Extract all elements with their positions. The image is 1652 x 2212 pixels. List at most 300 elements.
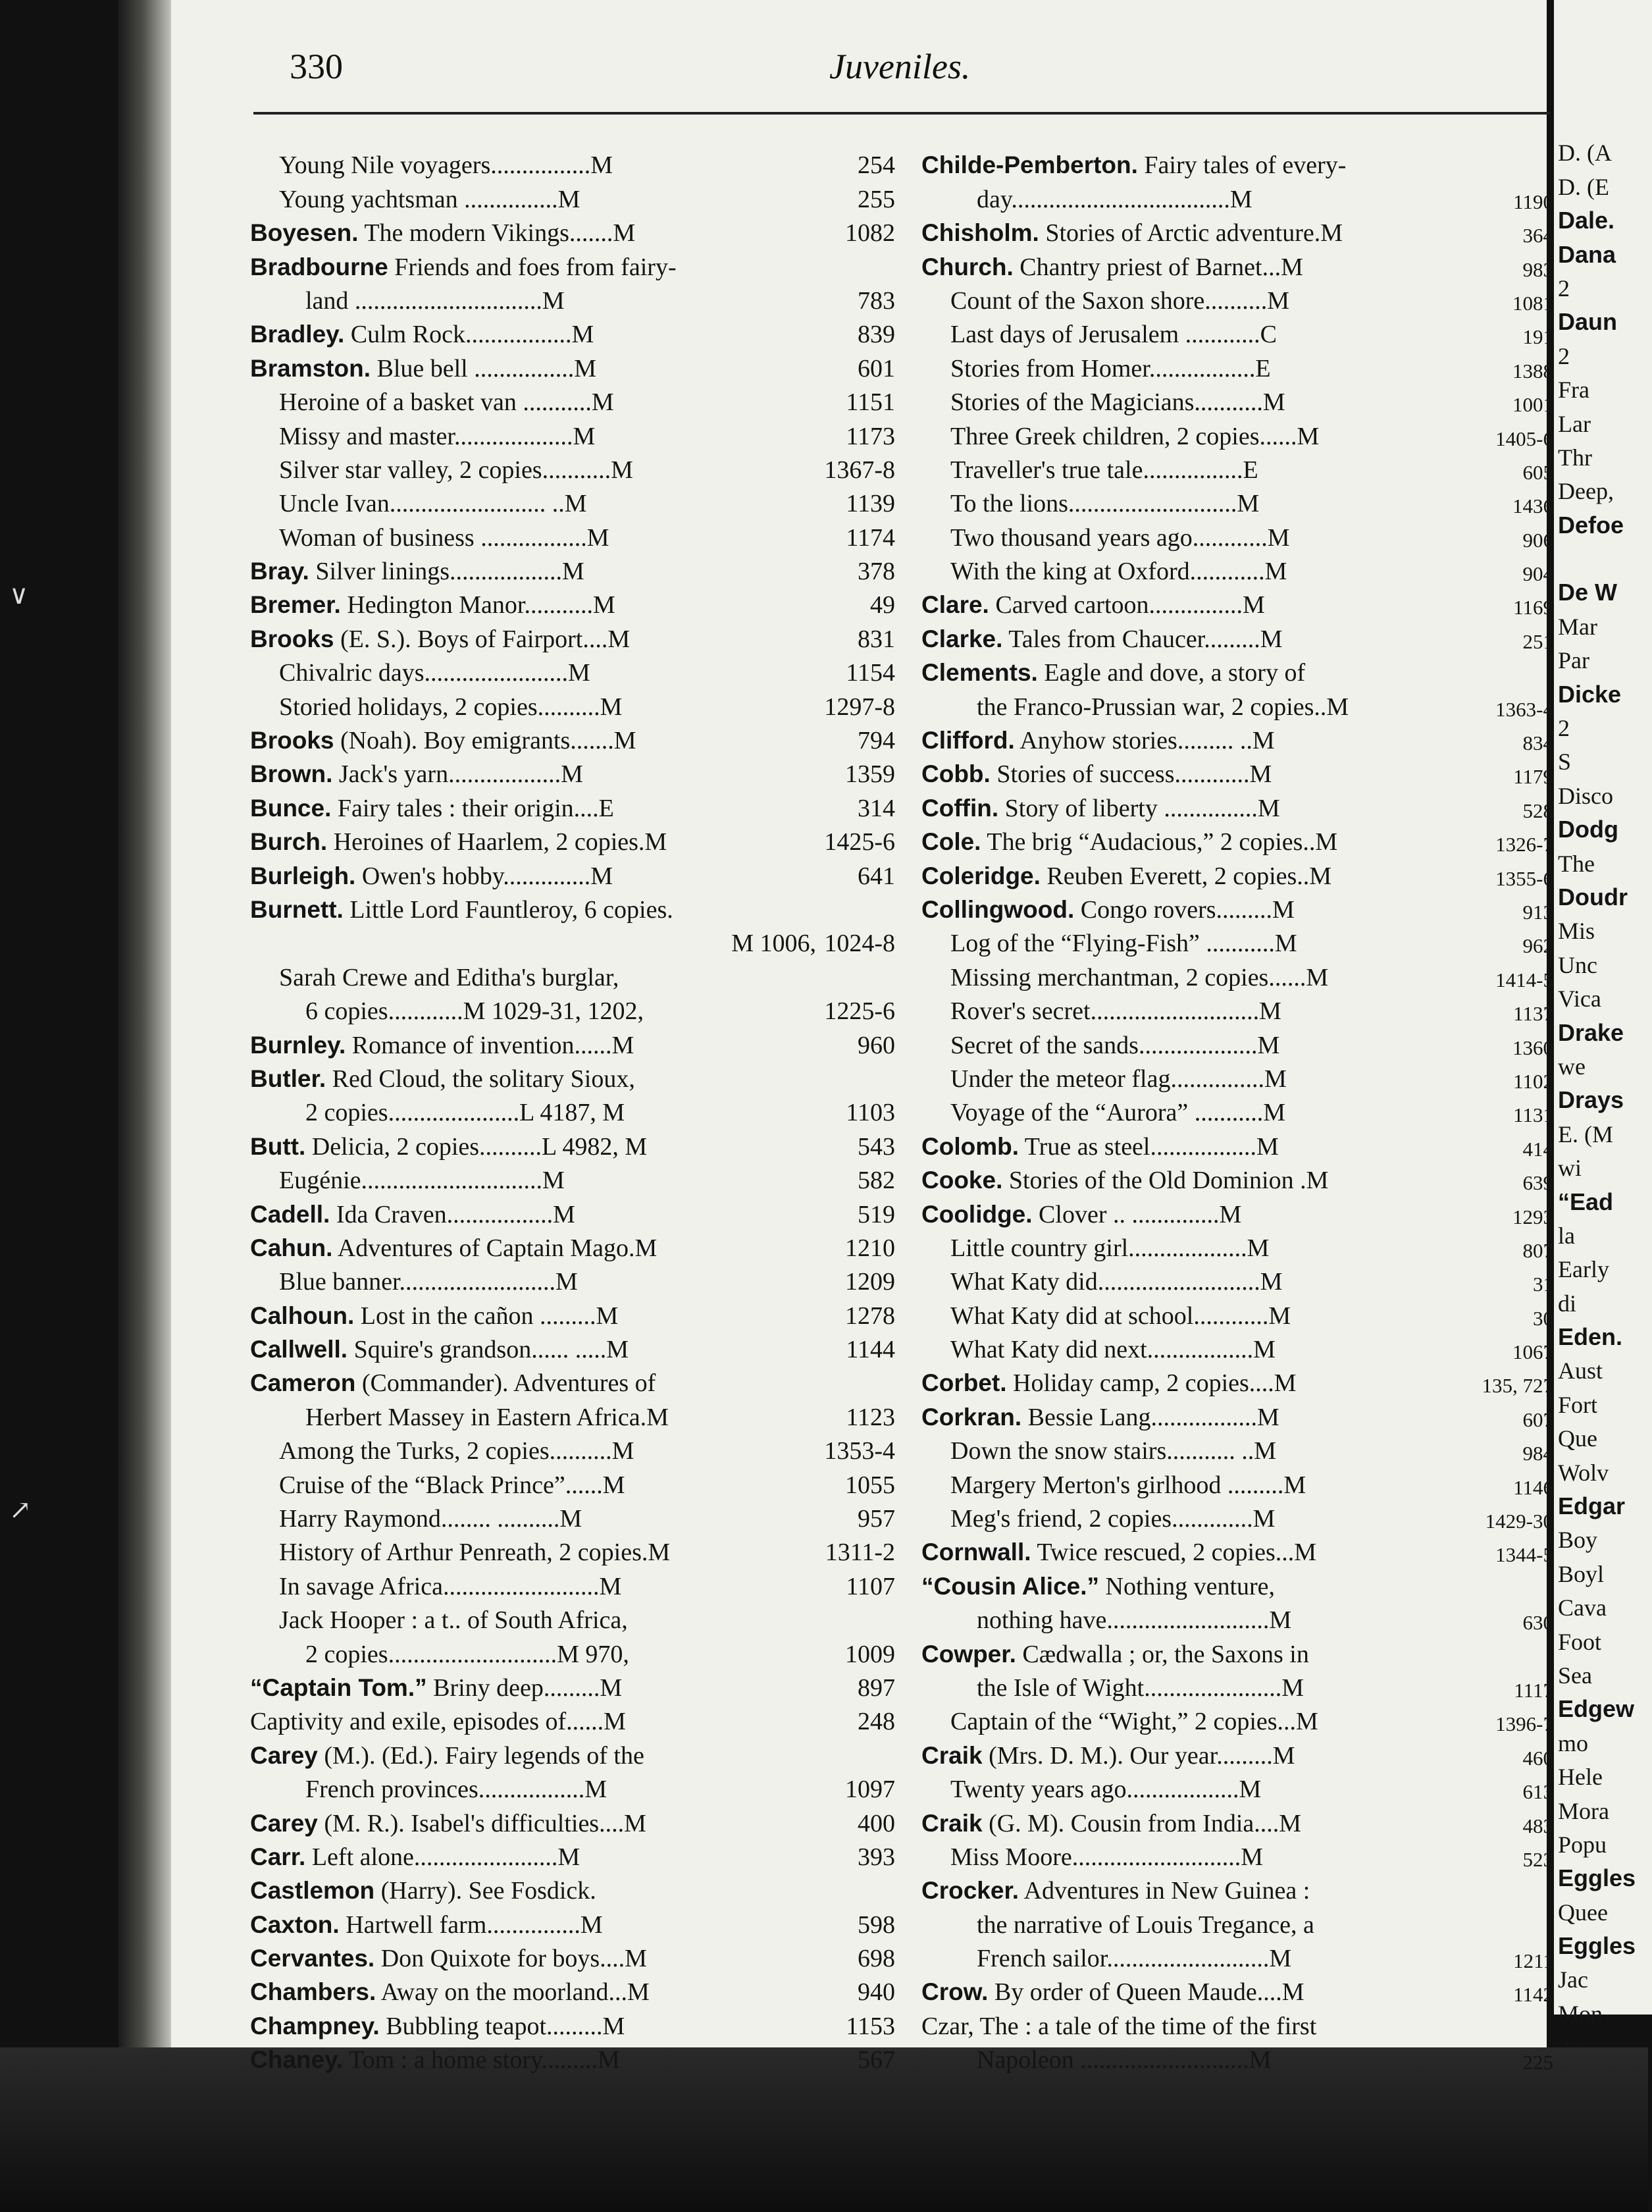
- index-entry: [250, 1398, 895, 1431]
- index-entry: [250, 1093, 895, 1127]
- entry-author: Carey: [250, 1809, 318, 1837]
- entry-title: Two thousand years ago............M: [950, 523, 1290, 552]
- entry-number: 414: [1522, 1137, 1553, 1161]
- entry-number: 834: [1522, 731, 1553, 755]
- entry-text: [279, 658, 816, 687]
- entry-text: [950, 456, 1476, 485]
- entry-title: Young yachtsman ...............M: [279, 185, 581, 213]
- entry-text: [250, 1876, 816, 1905]
- entry-text: [250, 253, 816, 282]
- entry-text: [950, 963, 1476, 992]
- index-entry: [921, 214, 1553, 248]
- index-entry: [921, 687, 1553, 721]
- facing-page-fragment: [1554, 539, 1652, 573]
- entry-text: [279, 422, 816, 451]
- entry-number: 1355-6: [1495, 866, 1553, 890]
- entry-number: 1154: [846, 659, 895, 687]
- entry-text: [250, 794, 816, 823]
- entry-author: Callwell.: [250, 1336, 348, 1363]
- facing-page-fragment: Cava: [1558, 1594, 1607, 1621]
- entry-title: Traveller's true tale................E: [950, 456, 1258, 484]
- entry-text: [921, 726, 1476, 755]
- index-entry: [250, 1229, 895, 1263]
- entry-text: [279, 963, 816, 992]
- index-entry: [921, 1093, 1553, 1127]
- entry-number: 1344-5: [1495, 1543, 1553, 1567]
- entry-title: Uncle Ivan......................... ..M: [279, 490, 587, 518]
- entry-title: day...................................M: [977, 185, 1252, 213]
- index-entry: [921, 958, 1553, 991]
- entry-text: [921, 1809, 1476, 1838]
- entry-author: Clifford.: [921, 727, 1015, 754]
- index-entry: [921, 586, 1553, 619]
- entry-author: Cameron: [250, 1369, 356, 1397]
- entry-title: Congo rovers.........M: [1074, 895, 1295, 924]
- index-entry: [250, 1060, 895, 1093]
- entry-title: Left alone.......................M: [305, 1843, 581, 1871]
- entry-number: 582: [858, 1167, 895, 1195]
- entry-number: 1137: [1513, 1002, 1553, 1026]
- entry-text: [921, 219, 1476, 248]
- entry-text: [250, 1065, 816, 1093]
- entry-text: [950, 523, 1476, 552]
- entry-number: 543: [858, 1132, 895, 1161]
- index-entry: [921, 891, 1553, 924]
- index-entry: [250, 1533, 895, 1567]
- entry-text: [250, 1809, 816, 1838]
- index-entry: [250, 485, 895, 518]
- entry-author: Corbet.: [921, 1369, 1007, 1397]
- facing-page-fragment: Fra: [1558, 377, 1589, 404]
- entry-author: Calhoun.: [250, 1302, 355, 1329]
- entry-text: [950, 1234, 1476, 1263]
- entry-number: 1388: [1512, 359, 1553, 382]
- entry-number: 1297-8: [824, 693, 895, 721]
- entry-number: 1102: [1513, 1069, 1553, 1093]
- entry-number: 601: [858, 354, 895, 382]
- entry-number: 135, 727: [1482, 1374, 1553, 1398]
- entry-number: 1001: [1512, 393, 1553, 417]
- entry-text: [250, 1302, 816, 1330]
- entry-author: Carey: [250, 1741, 318, 1769]
- entry-text: [279, 1538, 816, 1567]
- entry-text: [250, 557, 816, 586]
- index-entry: [921, 180, 1553, 213]
- entry-number: 483: [1522, 1814, 1553, 1837]
- entry-title: Fairy tales : their origin....E: [331, 794, 614, 822]
- entry-title: Nothing venture,: [1099, 1572, 1276, 1600]
- entry-title: Stories of Arctic adventure.M: [1039, 219, 1343, 248]
- entry-title: Ida Craven.................M: [330, 1200, 575, 1228]
- index-entry: [921, 1330, 1553, 1364]
- entry-text: [250, 1741, 816, 1770]
- facing-page-fragment: Deep,: [1558, 478, 1614, 505]
- facing-page-fragment: S: [1558, 749, 1572, 776]
- entry-author: Chisholm.: [921, 219, 1039, 247]
- entry-number: 641: [858, 862, 895, 890]
- entry-number: 1429-30: [1485, 1510, 1553, 1533]
- entry-number: 984: [1522, 1442, 1553, 1465]
- entry-number: 1359: [845, 760, 895, 789]
- index-entry: [250, 687, 895, 721]
- entry-author: Burnett.: [250, 895, 344, 923]
- entry-title: Herbert Massey in Eastern Africa.M: [305, 1403, 669, 1431]
- index-entry: [250, 823, 895, 856]
- facing-page-fragment: Eggles: [1558, 1932, 1636, 1960]
- entry-text: [921, 1166, 1476, 1195]
- entry-title: Cruise of the “Black Prince”......M: [279, 1471, 625, 1499]
- entry-text: [250, 2012, 816, 2041]
- entry-number: 1009: [845, 1640, 895, 1668]
- entry-author: Craik: [921, 1809, 983, 1837]
- entry-number: 400: [858, 1809, 895, 1837]
- facing-page-fragment: Aust: [1558, 1357, 1603, 1384]
- index-entry: [921, 1161, 1553, 1195]
- index-entry: [921, 1567, 1553, 1600]
- index-entry: [250, 1026, 895, 1059]
- index-entry: [250, 1939, 895, 1973]
- entry-text: [250, 2045, 816, 2074]
- facing-page-fragment: Dicke: [1558, 680, 1622, 708]
- index-entry: [250, 856, 895, 890]
- entry-number: 1353-4: [824, 1437, 895, 1465]
- entry-number: 1103: [846, 1099, 895, 1127]
- entry-author: Bremer.: [250, 591, 341, 619]
- index-entry: [921, 789, 1553, 822]
- entry-author: Collingwood.: [921, 895, 1075, 923]
- entry-number: 613: [1522, 1780, 1553, 1804]
- entry-author: “Cousin Alice.”: [921, 1572, 1100, 1600]
- index-entry: [250, 1601, 895, 1635]
- entry-number: 1225-6: [824, 997, 895, 1026]
- entry-author: Carr.: [250, 1843, 306, 1870]
- entry-author: Brooks: [250, 727, 334, 754]
- entry-number: 254: [858, 151, 895, 180]
- facing-page-fragment: Mar: [1558, 613, 1597, 640]
- facing-page-fragment: De W: [1558, 579, 1617, 606]
- index-entry: [250, 654, 895, 687]
- facing-page-fragment: Dodg: [1558, 816, 1618, 843]
- entry-text: [950, 388, 1476, 417]
- entry-text: [250, 1944, 816, 1973]
- entry-number: 913: [1522, 900, 1553, 924]
- entry-title: (Commander). Adventures of: [355, 1369, 656, 1398]
- entry-text: [279, 1572, 816, 1601]
- index-entry: [921, 992, 1553, 1026]
- index-entry: [921, 1635, 1553, 1668]
- entry-text: [250, 895, 816, 924]
- index-entry: [921, 1296, 1553, 1330]
- entry-number: 1210: [845, 1234, 895, 1262]
- entry-title: Briny deep.........M: [426, 1673, 623, 1702]
- entry-number: 1360: [1512, 1036, 1553, 1059]
- index-entry: [250, 1263, 895, 1296]
- entry-text: [250, 828, 816, 856]
- facing-page-fragment: Early: [1558, 1256, 1609, 1283]
- entry-author: Childe-Pemberton.: [921, 151, 1138, 179]
- entry-title: Twenty years ago..................M: [950, 1776, 1262, 1804]
- entry-text: [921, 658, 1476, 687]
- entry-number: 1174: [846, 523, 895, 552]
- entry-number: 962: [1522, 934, 1553, 958]
- entry-number: 1123: [846, 1403, 895, 1431]
- entry-title: Down the snow stairs........... ..M: [950, 1437, 1277, 1465]
- entry-title: M 1006,: [731, 930, 816, 958]
- index-entry: [921, 1500, 1553, 1533]
- facing-page-fragment: Sea: [1558, 1662, 1592, 1689]
- index-entry: [921, 1872, 1553, 1905]
- entry-author: Cadell.: [250, 1200, 330, 1228]
- entry-number: 460: [1522, 1746, 1553, 1770]
- index-entry: [250, 891, 895, 924]
- entry-title: Away on the moorland...M: [376, 1978, 650, 2007]
- entry-text: [950, 1504, 1476, 1533]
- entry-number: 248: [858, 1708, 895, 1736]
- entry-title: Blue bell ................M: [370, 354, 597, 382]
- entry-number: 960: [858, 1031, 895, 1059]
- entry-number: 1363-4: [1495, 697, 1553, 721]
- entry-title: Sarah Crewe and Editha's burglar,: [279, 963, 619, 991]
- entry-number: 1097: [845, 1776, 895, 1804]
- index-entry: [921, 1263, 1553, 1296]
- entry-number: 1153: [846, 2012, 895, 2040]
- facing-page-fragment: we: [1558, 1053, 1586, 1080]
- entry-number: 605: [1522, 460, 1553, 484]
- entry-number: 1139: [846, 490, 895, 518]
- page-number: 330: [290, 47, 343, 86]
- entry-title: Story of liberty ...............M: [998, 794, 1280, 822]
- entry-text: [279, 1166, 816, 1195]
- facing-page-fragment: 2: [1558, 715, 1570, 742]
- index-entry: [250, 349, 895, 382]
- index-entry: [921, 856, 1553, 890]
- entry-author: Coleridge.: [921, 862, 1041, 889]
- index-entry: [250, 992, 895, 1026]
- entry-text: [250, 354, 816, 383]
- entry-title: What Katy did..........................M: [950, 1268, 1283, 1296]
- entry-text: [305, 286, 816, 315]
- index-entry: [250, 1804, 895, 1837]
- index-entry: [250, 518, 895, 552]
- entry-title: Storied holidays, 2 copies..........M: [279, 693, 623, 721]
- entry-title: (G. M). Cousin from India....M: [982, 1809, 1302, 1837]
- page-header: [290, 46, 1520, 105]
- entry-number: 255: [858, 185, 895, 213]
- entry-number: 523: [1522, 1847, 1553, 1871]
- entry-number: 1425-6: [824, 828, 895, 856]
- margin-mark: ↗: [9, 1495, 32, 1525]
- facing-page-fragment: 2: [1558, 275, 1570, 302]
- index-entry: [250, 924, 895, 958]
- facing-page-fragment: Daun: [1558, 308, 1617, 336]
- entry-title: Under the meteor flag...............M: [950, 1065, 1287, 1093]
- entry-author: Burnley.: [250, 1031, 346, 1059]
- entry-number: 1311-2: [825, 1539, 895, 1567]
- index-entry: [921, 485, 1553, 518]
- entry-author: Clarke.: [921, 625, 1003, 652]
- entry-text: [921, 1741, 1476, 1770]
- entry-text: [921, 862, 1476, 891]
- index-entry: [250, 1905, 895, 1939]
- entry-title: Owen's hobby..............M: [355, 862, 613, 890]
- entry-text: [950, 489, 1476, 518]
- entry-title: the Isle of Wight......................M: [977, 1673, 1304, 1702]
- entry-text: [950, 320, 1476, 349]
- entry-number: 1396-7: [1495, 1712, 1553, 1736]
- entry-text: [921, 1200, 1476, 1229]
- facing-page-fragment: di: [1558, 1290, 1577, 1317]
- entry-text: [250, 1910, 816, 1939]
- entry-title: Culm Rock.................M: [344, 321, 594, 349]
- entry-number: 1436: [1512, 494, 1553, 518]
- index-entry: [250, 1872, 895, 1905]
- index-entry: [921, 1973, 1553, 2007]
- entry-text: [279, 1471, 816, 1500]
- entry-author: Cobb.: [921, 760, 991, 788]
- index-entry: [921, 282, 1553, 315]
- index-entry: [250, 2041, 895, 2074]
- facing-page-fragment: Defoe: [1558, 511, 1624, 539]
- entry-title: Missing merchantman, 2 copies......M: [950, 963, 1329, 991]
- entry-text: [977, 693, 1476, 722]
- entry-number: 607: [1522, 1408, 1553, 1431]
- entry-title: the narrative of Louis Tregance, a: [977, 1910, 1314, 1939]
- entry-title: Chantry priest of Barnet...M: [1013, 253, 1303, 281]
- index-entry: [921, 1229, 1553, 1263]
- entry-text: [279, 1504, 816, 1533]
- index-entry: [250, 789, 895, 822]
- facing-page-fragment: Hele: [1558, 1764, 1603, 1791]
- index-entry: [250, 958, 895, 991]
- facing-page-fragment: Drake: [1558, 1018, 1624, 1046]
- entry-title: In savage Africa.........................M: [279, 1572, 622, 1600]
- entry-number: 393: [858, 1843, 895, 1871]
- entry-title: Clover .. ..............M: [1032, 1200, 1242, 1228]
- entry-author: Clements.: [921, 659, 1038, 687]
- entry-title: Count of the Saxon shore..........M: [950, 286, 1290, 315]
- entry-author: Church.: [921, 253, 1014, 280]
- page-edge-shadow: [118, 0, 178, 2074]
- facing-page-fragment: Mora: [1558, 1797, 1609, 1824]
- entry-text: [250, 1673, 816, 1702]
- entry-text: [977, 1606, 1476, 1635]
- index-entry: [250, 214, 895, 248]
- entry-number: 904: [1522, 562, 1553, 586]
- facing-page-fragment: “Ead: [1558, 1188, 1614, 1215]
- entry-text: [921, 1978, 1476, 2007]
- entry-title: Jack Hooper : a t.. of South Africa,: [279, 1606, 628, 1635]
- facing-page-fragment: Popu: [1558, 1831, 1607, 1858]
- index-entry: [921, 1669, 1553, 1702]
- entry-title: French sailor..........................M: [977, 1945, 1292, 1973]
- facing-page-fragment: Mis: [1558, 918, 1595, 945]
- entry-text: [977, 1673, 1476, 1702]
- index-entry: [250, 1973, 895, 2007]
- entry-number: 1144: [846, 1336, 895, 1364]
- index-entry: [250, 417, 895, 450]
- entry-text: [921, 591, 1476, 619]
- facing-page-fragment: Quee: [1558, 1899, 1608, 1926]
- facing-page-fragment: Doudr: [1558, 883, 1628, 910]
- entry-number: 983: [1522, 257, 1553, 281]
- header-rule: [253, 112, 1550, 115]
- entry-title: Adventures in New Guinea :: [1019, 1877, 1310, 1905]
- entry-text: [950, 1775, 1476, 1804]
- entry-number: 1293: [1512, 1205, 1553, 1228]
- entry-author: Bradley.: [250, 321, 345, 348]
- entry-number: 378: [858, 558, 895, 586]
- entry-text: [977, 1944, 1476, 1973]
- entry-text: [950, 1471, 1476, 1500]
- entry-number: 1142: [1513, 1983, 1553, 2007]
- entry-text: [250, 929, 816, 958]
- entry-number: 1067: [1512, 1340, 1553, 1364]
- entry-text: [279, 1606, 816, 1635]
- entry-title: Friends and foes from fairy-: [388, 253, 677, 281]
- entry-title: nothing have..........................M: [977, 1606, 1292, 1635]
- entry-number: 1405-6: [1495, 427, 1553, 450]
- entry-text: [950, 1065, 1476, 1093]
- entry-author: Burch.: [250, 828, 328, 856]
- facing-page-fragment: Boyl: [1558, 1560, 1605, 1587]
- entry-number: 1117: [1514, 1678, 1553, 1702]
- entry-text: [250, 1843, 816, 1872]
- entry-author: Cole.: [921, 828, 981, 856]
- entry-author: Brooks: [250, 625, 334, 652]
- entry-text: [921, 253, 1476, 282]
- entry-title: Czar, The : a tale of the time of the first: [921, 2012, 1317, 2040]
- entry-text: [250, 1234, 816, 1263]
- entry-title: Rover's secret...........................M: [950, 997, 1281, 1026]
- entry-text: [250, 1200, 816, 1229]
- index-entry: [250, 1567, 895, 1600]
- entry-title: Fairy tales of every-: [1137, 151, 1347, 180]
- entry-author: Cowper.: [921, 1640, 1016, 1668]
- entry-title: Voyage of the “Aurora” ...........M: [950, 1099, 1285, 1127]
- entry-title: Meg's friend, 2 copies.............M: [950, 1505, 1276, 1533]
- entry-title: Log of the “Flying-Fish” ...........M: [950, 930, 1297, 958]
- entry-author: “Captain Tom.”: [250, 1673, 427, 1701]
- entry-number: 528: [1522, 799, 1553, 822]
- index-entry: [921, 1432, 1553, 1465]
- index-entry: [250, 619, 895, 653]
- index-entry: [921, 315, 1553, 349]
- entry-title: The modern Vikings.......M: [358, 219, 636, 248]
- index-entry: [921, 518, 1553, 552]
- entry-title: Captivity and exile, episodes of......M: [250, 1708, 626, 1736]
- entry-author: Butler.: [250, 1065, 326, 1092]
- index-entry: [250, 383, 895, 417]
- facing-page-fragment: Par: [1558, 647, 1589, 674]
- index-entry: [921, 722, 1553, 755]
- index-entry: [921, 451, 1553, 485]
- left-column: [250, 146, 895, 2074]
- entry-number: 698: [858, 1945, 895, 1973]
- index-entry: [921, 1905, 1553, 1939]
- entry-number: 783: [858, 286, 895, 315]
- entry-title: To the lions...........................M: [950, 490, 1260, 518]
- entry-number: 1414-5: [1495, 968, 1553, 991]
- entry-author: Bray.: [250, 558, 309, 585]
- index-entry: [921, 1804, 1553, 1837]
- entry-number: 1209: [845, 1268, 895, 1296]
- entry-text: [279, 456, 816, 485]
- entry-title: land ..............................M: [305, 286, 565, 315]
- entry-number: 794: [858, 727, 895, 755]
- index-entry: [921, 383, 1553, 417]
- index-entry: [921, 349, 1553, 382]
- entry-text: [279, 693, 816, 722]
